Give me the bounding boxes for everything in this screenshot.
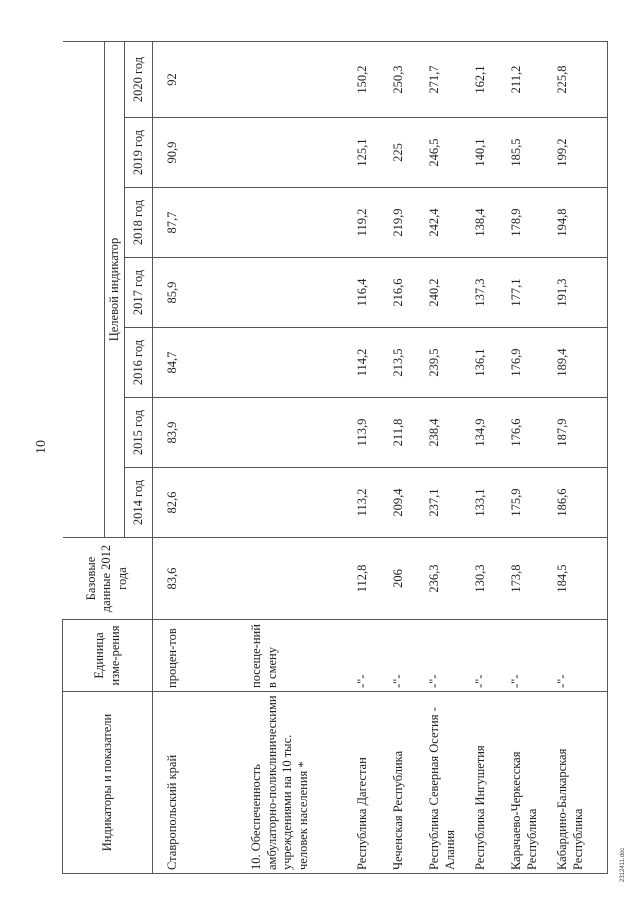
cell-value: 199,2 xyxy=(551,118,607,188)
cell-value: 125,1 xyxy=(351,118,387,188)
header-year: 2020 год xyxy=(125,42,153,118)
cell-value: 137,3 xyxy=(469,258,505,328)
cell-value: 175,9 xyxy=(505,468,551,538)
cell-value: 92 xyxy=(161,42,245,118)
cell-value: 90,9 xyxy=(161,118,245,188)
cell-value: 189,4 xyxy=(551,328,607,398)
table-row xyxy=(351,42,387,874)
cell-value: 206 xyxy=(387,538,423,620)
table-row xyxy=(161,42,245,874)
header-year: 2016 год xyxy=(125,328,153,398)
cell-value: 82,6 xyxy=(161,468,245,538)
cell-value: 134,9 xyxy=(469,398,505,468)
header-year: 2017 год xyxy=(125,258,153,328)
cell-value: 211,2 xyxy=(505,42,551,118)
cell-value xyxy=(245,328,351,398)
cell-value: 225 xyxy=(387,118,423,188)
cell-value: 150,2 xyxy=(351,42,387,118)
cell-value: 185,5 xyxy=(505,118,551,188)
cell-value: 133,1 xyxy=(469,468,505,538)
cell-value: 271,7 xyxy=(423,42,469,118)
cell-value: 209,4 xyxy=(387,468,423,538)
cell-value xyxy=(245,188,351,258)
row-name: Республика Северная Осетия - Алания xyxy=(423,692,469,874)
header-target: Целевой индикатор xyxy=(105,42,125,538)
cell-value: 83,9 xyxy=(161,398,245,468)
row-unit: процен-тов xyxy=(161,620,245,692)
row-unit: -"- xyxy=(469,620,505,692)
cell-value: 187,9 xyxy=(551,398,607,468)
cell-value xyxy=(245,468,351,538)
cell-value: 237,1 xyxy=(423,468,469,538)
cell-value: 225,8 xyxy=(551,42,607,118)
indicator-table xyxy=(62,41,608,874)
cell-value: 162,1 xyxy=(469,42,505,118)
row-name: Кабардино-Балкарская Республика xyxy=(551,692,607,874)
row-unit: -"- xyxy=(551,620,607,692)
cell-value: 177,1 xyxy=(505,258,551,328)
cell-value: 113,2 xyxy=(351,468,387,538)
cell-value: 176,9 xyxy=(505,328,551,398)
row-unit: -"- xyxy=(423,620,469,692)
header-year: 2018 год xyxy=(125,188,153,258)
cell-value xyxy=(245,258,351,328)
cell-value: 119,2 xyxy=(351,188,387,258)
cell-value xyxy=(245,118,351,188)
cell-value: 84,7 xyxy=(161,328,245,398)
cell-value: 219,9 xyxy=(387,188,423,258)
cell-value xyxy=(245,538,351,620)
cell-value: 112,8 xyxy=(351,538,387,620)
row-name: Республика Ингушетия xyxy=(469,692,505,874)
row-unit: -"- xyxy=(351,620,387,692)
header-year: 2014 год xyxy=(125,468,153,538)
header-year: 2019 год xyxy=(125,118,153,188)
cell-value xyxy=(245,398,351,468)
table-row xyxy=(423,42,469,874)
table-row xyxy=(551,42,607,874)
row-name: Карачаево-Черкесская Республика xyxy=(505,692,551,874)
cell-value: 130,3 xyxy=(469,538,505,620)
cell-value: 242,4 xyxy=(423,188,469,258)
cell-value: 246,5 xyxy=(423,118,469,188)
row-name: Республика Дагестан xyxy=(351,692,387,874)
cell-value: 211,8 xyxy=(387,398,423,468)
cell-value xyxy=(245,42,351,118)
table-row xyxy=(245,42,351,874)
table-row xyxy=(469,42,505,874)
cell-value: 87,7 xyxy=(161,188,245,258)
header-base: Базовые данные 2012 года xyxy=(63,538,153,620)
cell-value: 238,4 xyxy=(423,398,469,468)
cell-value: 176,6 xyxy=(505,398,551,468)
row-name: 10. Обеспеченность амбулаторно-поликлиническими учреждениями на 10 тыс. человек населения * xyxy=(245,692,351,874)
cell-value: 114,2 xyxy=(351,328,387,398)
row-unit: посеще-ний в смену xyxy=(245,620,351,692)
page-number: 10 xyxy=(34,440,49,454)
cell-value: 240,2 xyxy=(423,258,469,328)
cell-value: 136,1 xyxy=(469,328,505,398)
header-indicators: Индикаторы и показатели xyxy=(63,692,153,874)
cell-value: 113,9 xyxy=(351,398,387,468)
cell-value: 216,6 xyxy=(387,258,423,328)
cell-value: 250,3 xyxy=(387,42,423,118)
cell-value: 194,8 xyxy=(551,188,607,258)
cell-value: 186,6 xyxy=(551,468,607,538)
cell-value: 213,5 xyxy=(387,328,423,398)
cell-value: 140,1 xyxy=(469,118,505,188)
table-row xyxy=(387,42,423,874)
cell-value: 184,5 xyxy=(551,538,607,620)
row-unit: -"- xyxy=(387,620,423,692)
cell-value: 236,3 xyxy=(423,538,469,620)
row-unit: -"- xyxy=(505,620,551,692)
cell-value: 178,9 xyxy=(505,188,551,258)
cell-value: 239,5 xyxy=(423,328,469,398)
row-name: Ставропольский край xyxy=(161,692,245,874)
cell-value: 83,6 xyxy=(161,538,245,620)
cell-value: 138,4 xyxy=(469,188,505,258)
cell-value: 173,8 xyxy=(505,538,551,620)
file-stamp: 2312411.doc xyxy=(620,847,626,882)
cell-value: 191,3 xyxy=(551,258,607,328)
rotated-page xyxy=(22,28,626,888)
row-name: Чеченская Республика xyxy=(387,692,423,874)
table-row xyxy=(505,42,551,874)
header-year: 2015 год xyxy=(125,398,153,468)
header-unit: Единица изме-рения xyxy=(63,620,153,692)
cell-value: 116,4 xyxy=(351,258,387,328)
cell-value: 85,9 xyxy=(161,258,245,328)
